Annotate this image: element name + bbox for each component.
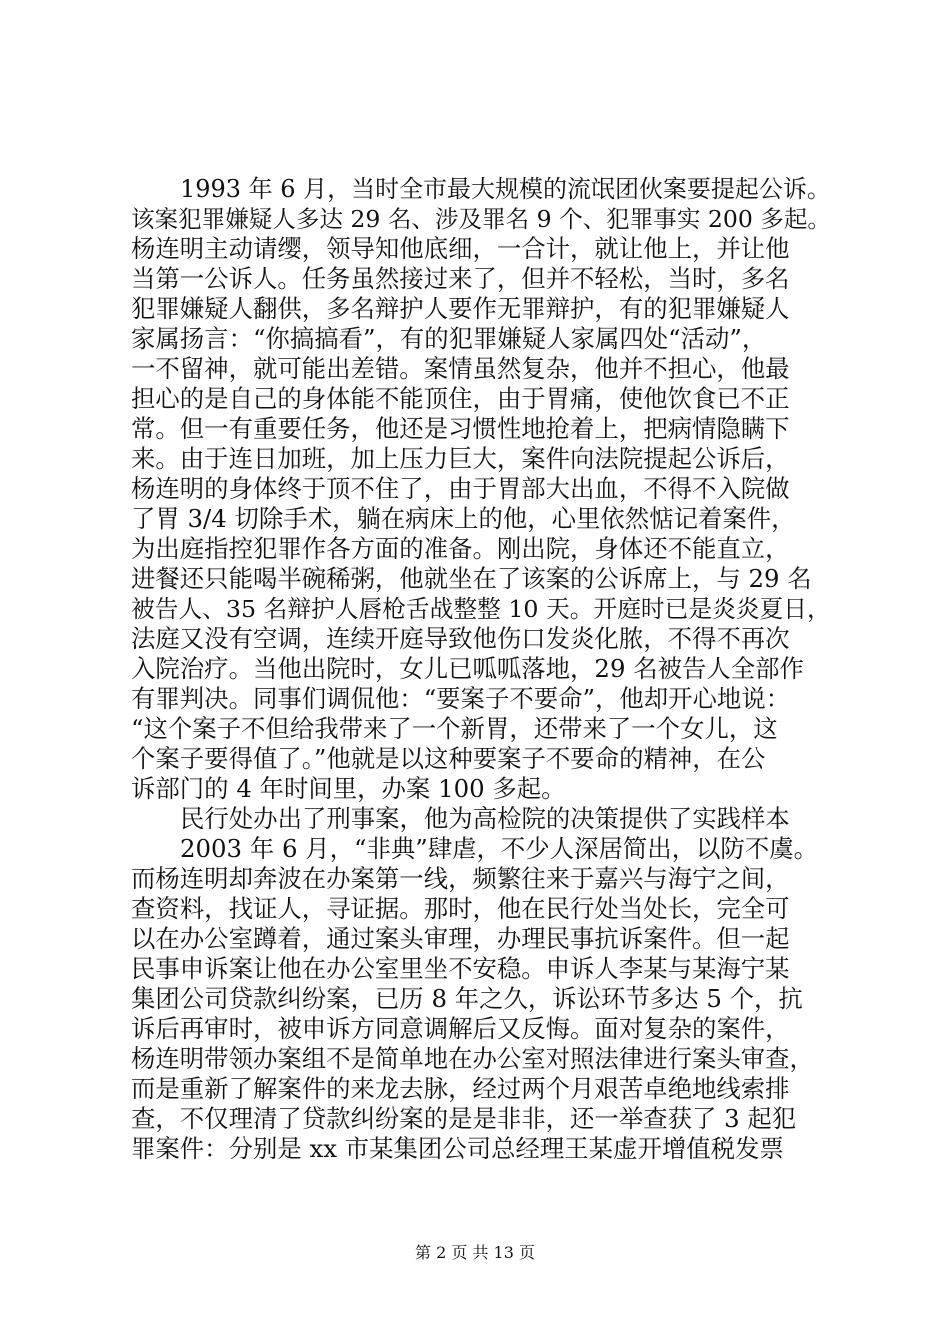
text-line: 个案子要得值了。”他就是以这种要案子不要命的精神，在公	[131, 744, 766, 773]
text-line: 查资料，找证人，寻证据。那时，他在民行处当处长，完全可	[131, 894, 790, 923]
text-line: 诉部门的 4 年时间里，办案 100 多起。	[131, 774, 566, 803]
document-body	[131, 174, 831, 1164]
text-line: 入院治疗。当他出院时，女儿已呱呱落地，29 名被告人全部作	[131, 654, 804, 683]
text-line: 罪案件：分别是 xx 市某集团公司总经理王某虚开增值税发票	[131, 1134, 784, 1163]
text-line: 民事申诉案让他在办公室里坐不安稳。申诉人李某与某海宁某	[131, 954, 790, 983]
text-line: 2003 年 6 月，“非典”肆虐，不少人深居简出，以防不虞。	[180, 834, 818, 863]
text-line: 以在办公室蹲着，通过案头审理，办理民事抗诉案件。但一起	[131, 924, 790, 953]
text-line: 家属扬言：“你搞搞看”，有的犯罪嫌疑人家属四处“活动”，	[131, 324, 767, 353]
text-line: 民行处办出了刑事案，他为高检院的决策提供了实践样本	[180, 804, 790, 833]
text-line: 法庭又没有空调，连续开庭导致他伤口发炎化脓，不得不再次	[131, 624, 790, 653]
text-line: 常。但一有重要任务，他还是习惯性地抢着上，把病情隐瞒下	[131, 414, 790, 443]
text-line: 一不留神，就可能出差错。案情虽然复杂，他并不担心，他最	[131, 354, 790, 383]
text-line: 犯罪嫌疑人翻供，多名辩护人要作无罪辩护，有的犯罪嫌疑人	[131, 294, 790, 323]
text-line: 有罪判决。同事们调侃他：“要案子不要命”，他却开心地说：	[131, 684, 791, 713]
text-line: 进餐还只能喝半碗稀粥，他就坐在了该案的公诉席上，与 29 名	[131, 564, 812, 593]
page-footer	[0, 1243, 950, 1263]
text-line: 而是重新了解案件的来龙去脉，经过两个月艰苦卓绝地线索排	[131, 1074, 790, 1103]
text-line: 被告人、35 名辩护人唇枪舌战整整 10 天。开庭时已是炎炎夏日，	[131, 595, 831, 623]
text-line: 诉后再审时，被申诉方同意调解后又反悔。面对复杂的案件，	[131, 1014, 790, 1043]
text-line: 担心的是自己的身体能不能顶住，由于胃痛，使他饮食已不正	[131, 384, 790, 413]
text-line: “这个案子不但给我带来了一个新胃，还带来了一个女儿，这	[131, 714, 778, 743]
text-line: 杨连明主动请缨，领导知他底细，一合计，就让他上，并让他	[131, 234, 790, 263]
text-line: 集团公司贷款纠纷案，已历 8 年之久，诉讼环节多达 5 个，抗	[131, 984, 803, 1013]
text-line: 查，不仅理清了贷款纠纷案的是是非非，还一举查获了 3 起犯	[131, 1104, 797, 1133]
text-line: 杨连明带领办案组不是简单地在办公室对照法律进行案头审查，	[131, 1044, 814, 1073]
text-line: 杨连明的身体终于顶不住了，由于胃部大出血，不得不入院做	[131, 474, 790, 503]
page-number: 第 2 页 共 13 页	[415, 1243, 535, 1262]
text-line: 当第一公诉人。任务虽然接过来了，但并不轻松，当时，多名	[131, 264, 790, 293]
text-line: 该案犯罪嫌疑人多达 29 名、涉及罪名 9 个、犯罪事实 200 多起。	[131, 205, 831, 233]
text-line: 而杨连明却奔波在办案第一线，频繁往来于嘉兴与海宁之间，	[131, 864, 790, 893]
text-line: 来。由于连日加班，加上压力巨大，案件向法院提起公诉后，	[131, 444, 790, 473]
text-line: 为出庭指控犯罪作各方面的准备。刚出院，身体还不能直立，	[131, 534, 790, 563]
text-line: 1993 年 6 月，当时全市最大规模的流氓团伙案要提起公诉。	[180, 175, 831, 203]
text-line: 了胃 3/4 切除手术，躺在病床上的他，心里依然惦记着案件，	[131, 504, 796, 533]
